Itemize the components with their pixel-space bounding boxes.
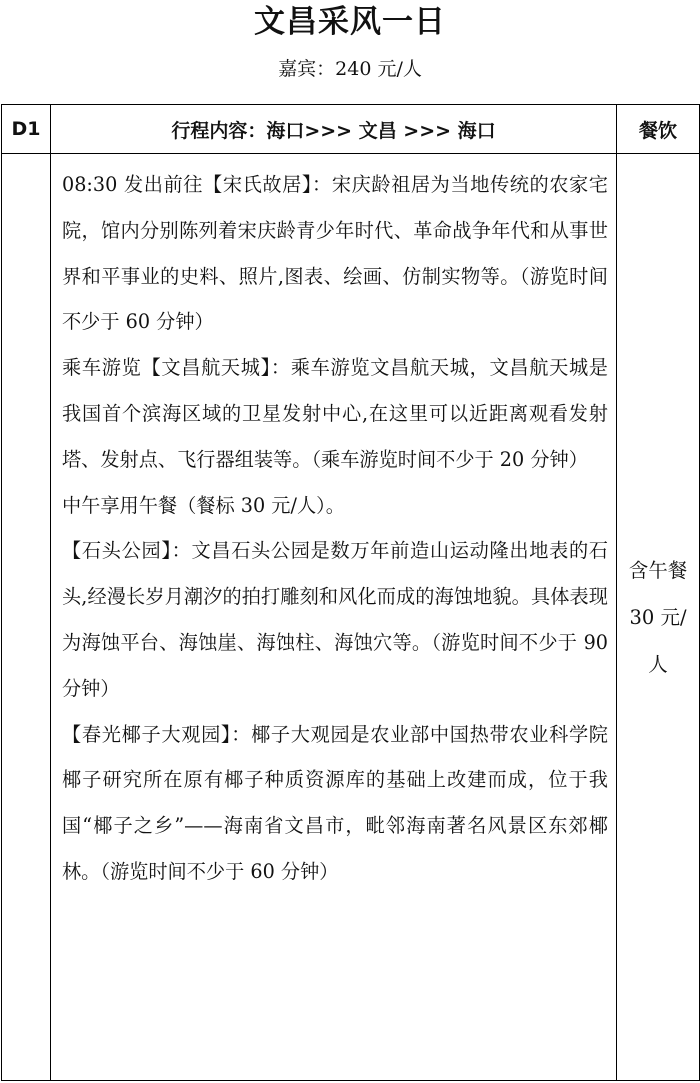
document-title: 文昌采风一日 (254, 4, 446, 40)
itinerary-table (1, 104, 700, 1081)
itinerary-paragraph-lunch: 中午享用午餐（餐标 30 元/人）。 (62, 493, 345, 517)
meal-header: 餐饮 (617, 105, 700, 154)
itinerary-content (51, 154, 617, 1081)
meal-cell (617, 154, 700, 1081)
itinerary-paragraph-coconut-park: 【春光椰子大观园】：椰子大观园是农业部中国热带农业科学院椰子研究所在原有椰子种质资源库的基础上改建而成，位于我国“椰子之乡”——海南省文昌市，毗邻海南著名风景区东郊椰林。（游览时间不少于 60 分钟） (62, 722, 608, 883)
meal-note: 含午餐 30 元/人 (628, 558, 688, 676)
route-header: 行程内容：海口>>> 文昌 >>> 海口 (51, 105, 617, 154)
itinerary-paragraph-stone-park: 【石头公园】：文昌石头公园是数万年前造山运动隆出地表的石头,经漫长岁月潮汐的拍打雕刻和风化而成的海蚀地貌。具体表现为海蚀平台、海蚀崖、海蚀柱、海蚀穴等。（游览时间不少于 90 分钟） (62, 539, 608, 700)
itinerary-paragraph-space-city: 乘车游览【文昌航天城】：乘车游览文昌航天城，文昌航天城是我国首个滨海区域的卫星发射中心,在这里可以近距离观看发射塔、发射点、飞行器组装等。（乘车游览时间不少于 20 分钟） (62, 356, 608, 471)
table-header-row (2, 105, 700, 154)
day-cell (2, 154, 51, 1081)
day-header: D1 (2, 105, 51, 154)
itinerary-paragraph-song-residence: 08:30 发出前往【宋氏故居】：宋庆龄祖居为当地传统的农家宅院，馆内分别陈列着宋庆龄青少年时代、革命战争年代和从事世界和平事业的史料、照片,图表、绘画、仿制实物等。（游览时间不少于 60 分钟） (62, 173, 608, 334)
price-line: 嘉宾：240 元/人 (278, 58, 422, 80)
itinerary-row (2, 154, 700, 1081)
